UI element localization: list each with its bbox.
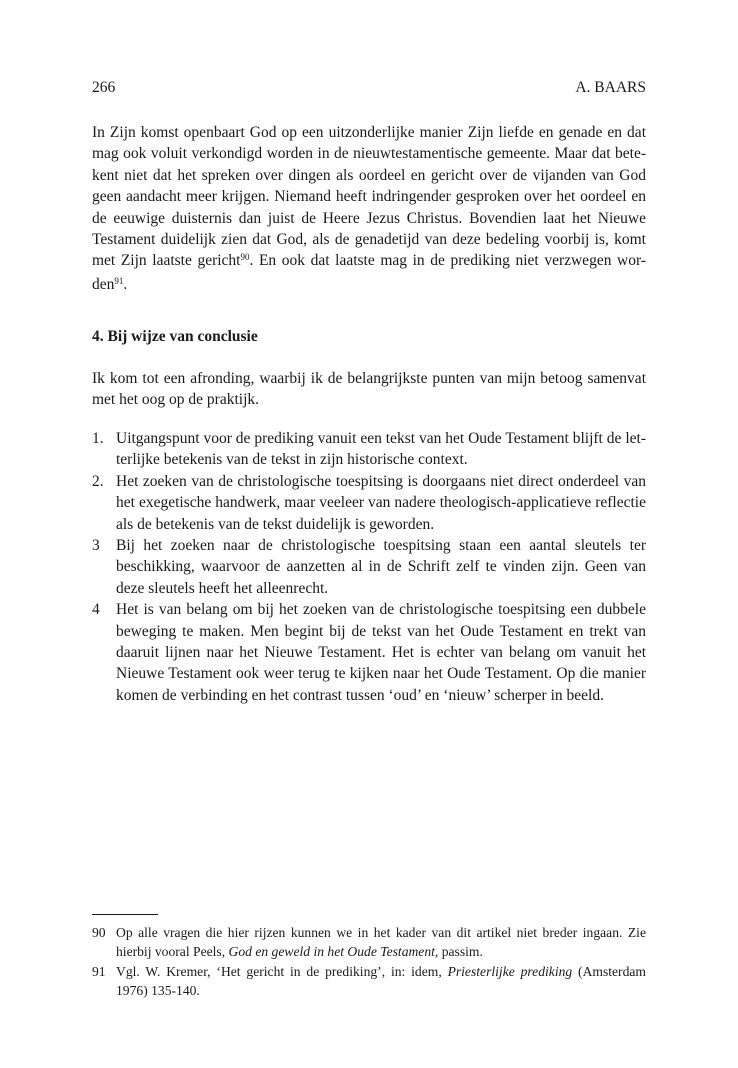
intro-paragraph (92, 122, 646, 297)
footnote-ref-90[interactable]: 90 (240, 252, 250, 263)
list-item-marker: 1. (92, 430, 104, 447)
footnote-91 (92, 962, 646, 1001)
footnote-cited-title: God en geweld in het Oude Testament (228, 944, 435, 960)
conclusion-intro-paragraph: Ik kom tot een afronding, waarbij ik de belangrijkste punten van mijn betoog samenvat met het oog op de praktijk. (92, 370, 646, 409)
list-item (92, 535, 646, 599)
intro-text-1: In Zijn komst openbaart God op een uitzonderlijke manier Zijn liefde en genade en dat mag ook voluit verkondigd worden in de nieuwtestamentische gemeente. Maar dat bete-kent niet dat het spreken over dingen als oordeel en gericht over de vijanden van God geen aandacht meer krijgen. Niemand heeft indringender gesproken over het oordeel en de eeuwige duisternis dan juist de Heere Jezus Christus. Bovendien laat het Nieuwe Testament duidelijk zien dat God, als de genadetijd van deze bedeling voorbij is, komt met Zijn laatste gericht (92, 124, 646, 270)
list-item-marker: 4 (92, 601, 100, 619)
footnote-90 (92, 923, 646, 962)
footnote-text-before: Vgl. W. Kremer, ‘Het gericht in de prediking’, in: idem, (116, 963, 448, 979)
intro-text-2: . En ook dat laatste mag in de prediking niet verzwegen wor-den (92, 252, 646, 293)
list-item (92, 428, 646, 471)
conclusion-points-list (92, 428, 646, 706)
list-item-text: Het zoeken van de christologische toespitsing is doorgaans niet direct onderdeel van het exegetische handwerk, maar veeleer van nadere theologisch-applicatieve reflectie als de betekenis van de tekst duidelijk is geworden. (116, 472, 646, 533)
footnote-text-after: (Amsterdam 1976) 135-140. (116, 963, 646, 998)
list-item-text: Het is van belang om bij het zoeken van de christologische toespitsing een dubbele beweging te maken. Men begint bij de tekst van het Oude Testament en trekt van daaruit lijnen naar het Nieuwe Testament. Het is echter van belang om vanuit het Nieuwe Testament ook weer terug te kijken naar het Oude Testament. Op die manier komen de verbinding en het contrast tussen ‘oud’ en ‘nieuw’ scherper in beeld. (116, 601, 646, 704)
footnote-cited-title: Priesterlijke prediking (447, 963, 573, 979)
footnote-divider (92, 914, 158, 915)
footnote-number: 90 (92, 925, 106, 940)
list-item (92, 599, 646, 706)
footnotes-list (92, 923, 646, 1000)
document-page (92, 0, 646, 1068)
section-heading: 4. Bij wijze van conclusie (92, 328, 258, 345)
footnote-text-before: Op alle vragen die hier rijzen kunnen we in het kader van dit artikel niet breder ingaan. Zie hierbij vooral Peels, (116, 925, 646, 960)
page-number: 266 (92, 79, 116, 96)
footnote-number: 91 (92, 963, 106, 979)
list-item-marker: 3 (92, 537, 100, 555)
list-item (92, 471, 646, 535)
footnote-text-after: , passim. (434, 944, 483, 960)
list-item-marker: 2. (92, 472, 104, 490)
running-head-author: A. BAARS (575, 79, 646, 96)
list-item-text: Bij het zoeken naar de christologische toespitsing staan een aantal sleutels ter beschikking, waarvoor de aanzetten al in de Schrift zelf te vinden zijn. Geen van deze sleutels heeft het alleenrecht. (116, 537, 646, 597)
intro-text-3: . (123, 275, 128, 293)
list-item-text: Uitgangspunt voor de prediking vanuit een tekst van het Oude Testament blijft de let-terlijke betekenis van de tekst in zijn historische context. (116, 430, 646, 469)
footnote-ref-91[interactable]: 91 (114, 275, 124, 286)
